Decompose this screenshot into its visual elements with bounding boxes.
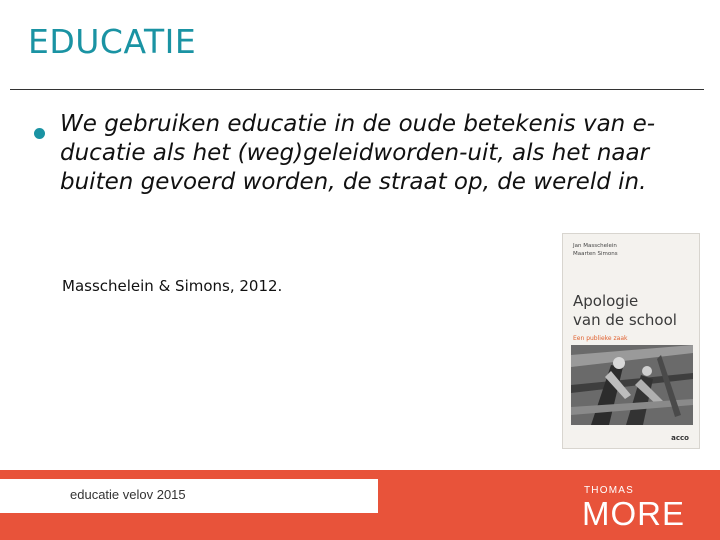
book-authors <box>573 242 618 258</box>
footer-label: educatie velov 2015 <box>70 487 186 502</box>
bullet-dot-icon <box>34 128 45 139</box>
thomas-more-logo <box>582 483 692 527</box>
book-illustration <box>571 345 693 425</box>
book-publisher: acco <box>671 434 689 442</box>
footer-label-box <box>0 479 378 513</box>
book-subtitle: Een publieke zaak <box>573 335 628 342</box>
citation: Masschelein & Simons, 2012. <box>62 277 283 295</box>
book-author: Maarten Simons <box>573 251 618 257</box>
book-cover-image <box>562 233 700 449</box>
slide-title: EDUCATIE <box>28 22 197 61</box>
logo-large-text: MORE <box>582 495 685 527</box>
book-title <box>573 292 697 330</box>
book-title-line: Apologie <box>573 292 639 310</box>
logo-small-text: THOMAS <box>584 485 634 496</box>
title-divider <box>10 89 704 90</box>
bullet-text: We gebruiken educatie in de oude betekenis van e-ducatie als het (weg)geleidworden-uit, als het naar buiten gevoerd worden, de straat op, de wereld in. <box>60 111 656 195</box>
book-title-line: van de school <box>573 311 677 329</box>
book-author: Jan Masschelein <box>573 243 617 249</box>
